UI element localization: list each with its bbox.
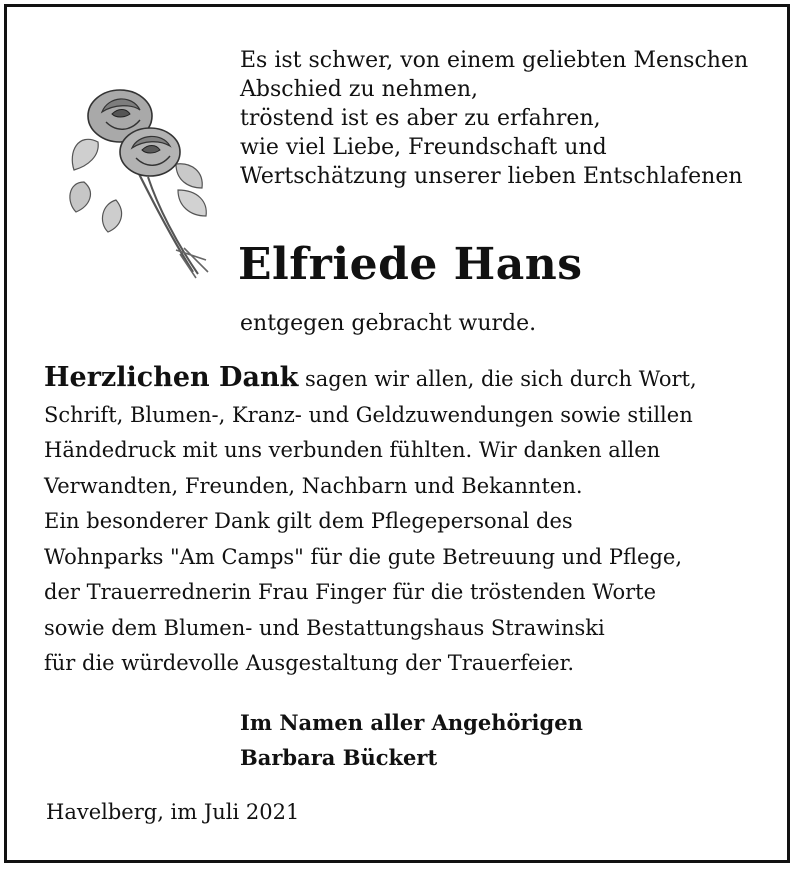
thanks-line: für die würdevolle Ausgestaltung der Trauerfeier. [44, 651, 575, 675]
thanks-line: Wohnparks "Am Camps" für die gute Betreuung und Pflege, [44, 544, 683, 569]
place-date: Havelberg, im Juli 2021 [46, 800, 300, 824]
intro-line: tröstend ist es aber zu erfahren, [240, 106, 601, 131]
thanks-line: Verwandten, Freunden, Nachbarn und Bekannten. [44, 473, 583, 498]
thanks-heading: Herzlichen Dank [44, 362, 299, 393]
signature-line-2: Barbara Bückert [240, 745, 438, 770]
thanks-line: sowie dem Blumen- und Bestattungshaus Strawinski [44, 615, 605, 640]
thanks-line: Schrift, Blumen-, Kranz- und Geldzuwendungen sowie stillen [44, 402, 693, 427]
thanks-first-line-rest: sagen wir allen, die sich durch Wort, [304, 367, 697, 391]
thanks-first-line [44, 360, 784, 398]
intro-line: Abschied zu nehmen, [240, 77, 479, 102]
after-name-line: entgegen gebracht wurde. [240, 311, 537, 336]
intro-line: wie viel Liebe, Freundschaft und [240, 135, 607, 160]
intro-verse [240, 46, 780, 191]
intro-line: Es ist schwer, von einem geliebten Menschen [240, 48, 749, 73]
intro-line: Wertschätzung unserer lieben Entschlafenen [240, 164, 743, 189]
thanks-line: Ein besonderer Dank gilt dem Pflegepersonal des [44, 509, 573, 533]
signature-line-1: Im Namen aller Angehörigen [240, 710, 583, 735]
thanks-text [44, 360, 784, 682]
signature-block [240, 705, 583, 775]
deceased-name: Elfriede Hans [238, 239, 583, 290]
thanks-line: der Trauerrednerin Frau Finger für die tröstenden Worte [44, 580, 657, 604]
thanks-line: Händedruck mit uns verbunden fühlten. Wir danken allen [44, 438, 661, 462]
roses-icon [58, 82, 218, 282]
